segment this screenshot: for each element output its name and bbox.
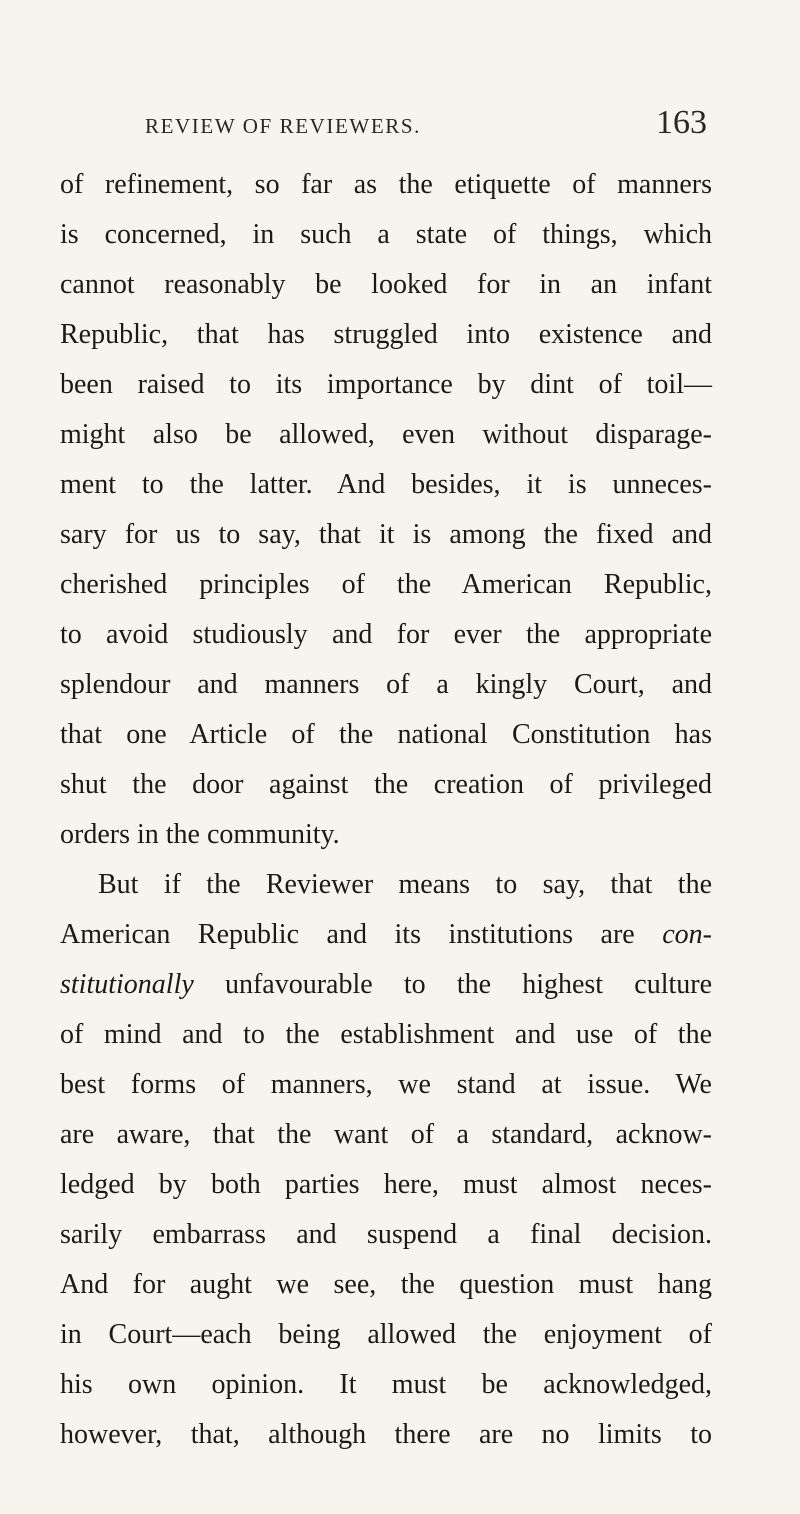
italic-segment: con- xyxy=(662,919,713,950)
text-segment: unfavourable to the highest culture xyxy=(224,969,712,1000)
text-line: are aware, that the want of a standard, acknow- xyxy=(60,1119,712,1150)
text-line: cannot reasonably be looked for in an infant xyxy=(60,269,712,300)
paragraph-end-line: orders in the community. xyxy=(60,819,340,850)
text-line-with-italic xyxy=(60,960,712,1010)
text-line: his own opinion. It must be acknowledged, xyxy=(60,1369,712,1400)
text-line: in Court—each being allowed the enjoyment of xyxy=(60,1319,712,1350)
page-number: 163 xyxy=(656,104,707,141)
text-line-with-italic xyxy=(60,910,712,960)
paragraph-start-line: But if the Reviewer means to say, that the xyxy=(98,869,712,900)
text-line: of mind and to the establishment and use of the xyxy=(60,1019,712,1050)
text-line: ment to the latter. And besides, it is unneces- xyxy=(60,469,712,500)
text-line: splendour and manners of a kingly Court, and xyxy=(60,669,712,700)
text-line: might also be allowed, even without disparage- xyxy=(60,419,712,450)
italic-segment: stitutionally xyxy=(60,969,194,1000)
text-line: Republic, that has struggled into existence and xyxy=(60,319,712,350)
text-line: shut the door against the creation of privileged xyxy=(60,769,712,800)
text-line: sary for us to say, that it is among the fixed and xyxy=(60,519,712,550)
text-line: best forms of manners, we stand at issue. We xyxy=(60,1069,712,1100)
page-header xyxy=(145,100,707,150)
body-text xyxy=(60,160,712,1460)
text-line: cherished principles of the American Republic, xyxy=(60,569,712,600)
text-line: that one Article of the national Constitution has xyxy=(60,719,712,750)
text-line: sarily embarrass and suspend a final decision. xyxy=(60,1219,712,1250)
text-line: to avoid studiously and for ever the appropriate xyxy=(60,619,712,650)
text-line: ledged by both parties here, must almost neces- xyxy=(60,1169,712,1200)
text-line: And for aught we see, the question must hang xyxy=(60,1269,712,1300)
text-line: however, that, although there are no limits to xyxy=(60,1419,712,1450)
running-head: REVIEW OF REVIEWERS. xyxy=(145,114,422,138)
text-line: of refinement, so far as the etiquette of manners xyxy=(60,169,712,200)
text-segment: American Republic and its institutions are xyxy=(60,919,635,950)
text-line: is concerned, in such a state of things, which xyxy=(60,219,712,250)
text-line: been raised to its importance by dint of toil— xyxy=(60,369,712,400)
